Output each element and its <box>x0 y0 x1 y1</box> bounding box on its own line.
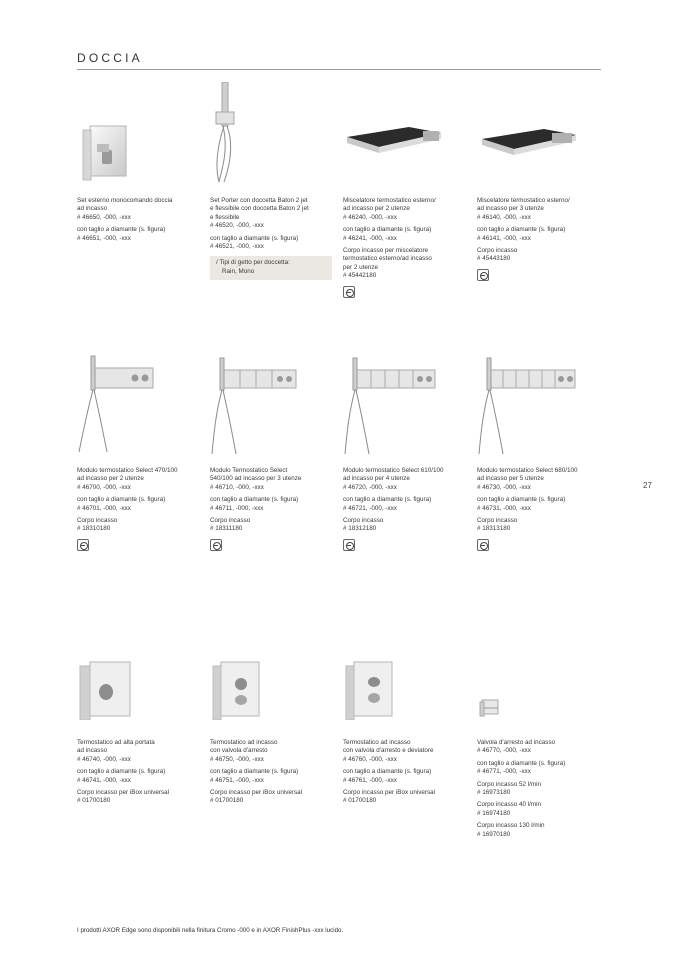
product-text-line: per 2 utenze <box>343 263 379 271</box>
section-title: DOCCIA <box>77 51 143 65</box>
product-card <box>477 197 605 281</box>
product-text-line: con taglio a diamante (s. figura) <box>477 496 566 504</box>
thermostat-plate-image <box>76 660 134 720</box>
product-text-line: # 18310180 <box>77 525 111 533</box>
product-text-line: Corpo incasso <box>77 517 118 525</box>
note-line: Rain, Mono <box>222 267 255 275</box>
product-text-line: con taglio a diamante (s. figura) <box>77 496 166 504</box>
product-text-line: Corpo incasso <box>477 247 518 255</box>
product-text-line: con taglio a diamante (s. figura) <box>77 226 166 234</box>
product-text-line: con taglio a diamante (s. figura) <box>77 768 166 776</box>
product-text-line: Corpo incasso per iBox universal <box>343 789 436 797</box>
product-text-line: con taglio a diamante (s. figura) <box>343 496 432 504</box>
porter-handshower-image <box>209 82 249 186</box>
product-text-line: # 46730, -000, -xxx <box>477 483 531 491</box>
product-text-line: Set esterno monocomando doccia <box>77 197 173 204</box>
product-text-line: # 46731, -000, -xxx <box>477 504 531 512</box>
product-card <box>477 739 605 839</box>
product-text-line: # 46520, -000, -xxx <box>210 222 264 230</box>
product-card <box>77 197 205 243</box>
thermostat-plate-image <box>211 660 263 720</box>
footnote: I prodotti AXOR Edge sono disponibili nella finitura Cromo -000 e in AXOR FinishPlus -xxx lucido. <box>77 927 344 934</box>
product-text-line: con taglio a diamante (s. figura) <box>343 226 432 234</box>
product-text-line: # 01700180 <box>77 797 111 805</box>
product-text-line: Corpo incasso 52 l/min <box>477 780 542 788</box>
product-card <box>77 739 205 806</box>
product-text-line: # 46761, -000, -xxx <box>343 776 397 784</box>
product-text-line: # 46241, -000, -xxx <box>343 234 397 242</box>
product-text-line: # 46651, -000, -xxx <box>77 234 131 242</box>
product-text-line: Termostatico ad alta portata <box>77 739 155 746</box>
product-text-line: # 46701, -000, -xxx <box>77 504 131 512</box>
product-card <box>210 197 338 280</box>
product-text-line: # 46140, -000, -xxx <box>477 213 531 221</box>
product-text-line: # 46771, -000, -xxx <box>477 768 531 776</box>
product-text-line: # 46720, -000, -xxx <box>343 483 397 491</box>
product-text-line: ad incasso per 4 utenze <box>343 475 410 483</box>
product-text-line: con taglio a diamante (s. figura) <box>477 226 566 234</box>
product-card <box>210 739 338 806</box>
product-text-line: ad incasso per 3 utenze <box>477 205 544 213</box>
product-card <box>343 467 471 551</box>
shower-mixer-plate-image <box>80 124 130 182</box>
product-text-line: ad incasso per 2 utenze <box>77 475 144 483</box>
product-text-line: con taglio a diamante (s. figura) <box>210 768 299 776</box>
product-text-line: Corpo incasso 40 l/min <box>477 801 542 809</box>
product-text-line: # 18311180 <box>210 525 243 533</box>
product-text-line: # 46240, -000, -xxx <box>343 213 397 221</box>
page-number: 27 <box>643 481 652 490</box>
product-text-line: # 01700180 <box>343 797 377 805</box>
product-text-line: Miscelatore termostatico esterno/ <box>477 197 570 204</box>
thermostat-module-image <box>343 356 438 456</box>
product-card <box>343 197 471 298</box>
product-text-line: # 46721, -000, -xxx <box>343 504 397 512</box>
product-text-line: ad incasso <box>77 205 108 213</box>
thermostat-module-image <box>210 356 300 456</box>
product-text-line: # 45442180 <box>343 272 377 280</box>
ibox-symbol-icon <box>343 286 355 298</box>
ibox-symbol-icon <box>477 539 489 551</box>
product-text-line: Corpo incasso 130 l/min <box>477 822 545 830</box>
product-text-line: Valvola d'arresto ad incasso <box>477 739 556 746</box>
header-rule <box>77 69 601 70</box>
thermostat-module-image <box>477 356 577 456</box>
product-text-line: con valvola d'arresto e deviatore <box>343 747 434 755</box>
product-text-line: Modulo termostatico Select 470/100 <box>77 467 178 474</box>
thermostat-plate-image <box>344 660 396 720</box>
product-text-line: Corpo incasso per iBox universal <box>210 789 303 797</box>
ibox-symbol-icon <box>477 269 489 281</box>
product-card <box>77 467 205 551</box>
shutoff-valve-image <box>478 696 502 720</box>
product-text-line: # 46650, -000, -xxx <box>77 213 131 221</box>
thermostat-module-image <box>77 352 157 456</box>
product-text-line: # 46700, -000, -xxx <box>77 483 131 491</box>
product-text-line: Miscelatore termostatico esterno/ <box>343 197 436 204</box>
product-text-line: e flessibile <box>210 213 240 221</box>
product-text-line: # 46760, -000, -xxx <box>343 755 397 763</box>
product-text-line: ad incasso per 5 utenze <box>477 475 544 483</box>
product-text-line: e flessibile con doccetta Baton 2 jet <box>210 205 309 213</box>
product-text-line: # 46711, -000, -xxx <box>210 504 264 512</box>
product-card <box>477 467 605 551</box>
product-card <box>343 739 471 806</box>
product-text-line: # 46521, -000, -xxx <box>210 243 264 251</box>
product-text-line: con valvola d'arresto <box>210 747 268 755</box>
product-text-line: # 46741, -000, -xxx <box>77 776 131 784</box>
ibox-symbol-icon <box>343 539 355 551</box>
product-text-line: # 46751, -000, -xxx <box>210 776 264 784</box>
product-text-line: Termostatico ad incasso <box>343 739 411 746</box>
product-text-line: Termostatico ad incasso <box>210 739 278 746</box>
product-text-line: 540/100 ad incasso per 3 utenze <box>210 475 302 483</box>
product-text-line: # 46740, -000, -xxx <box>77 755 131 763</box>
thermostat-shelf-image <box>345 123 443 159</box>
product-text-line: Corpo incasso per miscelatore <box>343 247 429 255</box>
product-text-line: con taglio a diamante (s. figura) <box>343 768 432 776</box>
product-text-line: Corpo incasso <box>343 517 384 525</box>
product-text-line: con taglio a diamante (s. figura) <box>210 496 299 504</box>
product-text-line: Set Porter con doccetta Baton 2 jet <box>210 197 308 204</box>
product-text-line: # 46750, -000, -xxx <box>210 755 264 763</box>
product-text-line: con taglio a diamante (s. figura) <box>210 234 299 242</box>
product-text-line: Corpo incasso <box>477 517 518 525</box>
thermostat-shelf-image <box>480 125 578 161</box>
product-text-line: # 45443180 <box>477 255 511 263</box>
product-text-line: Modulo termostatico Select 680/100 <box>477 467 578 474</box>
product-text-line: # 01700180 <box>210 797 244 805</box>
spray-type-note <box>210 256 332 280</box>
product-text-line: # 18313180 <box>477 525 511 533</box>
ibox-symbol-icon <box>210 539 222 551</box>
product-text-line: ad incasso <box>77 747 108 755</box>
ibox-symbol-icon <box>77 539 89 551</box>
product-text-line: Modulo Termostatico Select <box>210 467 288 474</box>
product-text-line: # 18312180 <box>343 525 377 533</box>
product-text-line: # 46770, -000, -xxx <box>477 747 531 755</box>
product-text-line: con taglio a diamante (s. figura) <box>477 759 566 767</box>
product-text-line: Corpo incasso <box>210 517 251 525</box>
product-text-line: Corpo incasso per iBox universal <box>77 789 170 797</box>
product-text-line: ad incasso per 2 utenze <box>343 205 410 213</box>
product-text-line: # 16974180 <box>477 809 511 817</box>
product-text-line: Modulo termostatico Select 610/100 <box>343 467 444 474</box>
product-text-line: # 46141, -000, -xxx <box>477 234 531 242</box>
product-text-line: # 16973180 <box>477 789 511 797</box>
product-text-line: termostatico esterno/ad incasso <box>343 255 432 263</box>
product-card <box>210 467 338 551</box>
product-text-line: # 46710, -000, -xxx <box>210 483 264 491</box>
note-line: / Tipi di getto per doccetta: <box>216 259 290 267</box>
product-text-line: # 16970180 <box>477 830 511 838</box>
